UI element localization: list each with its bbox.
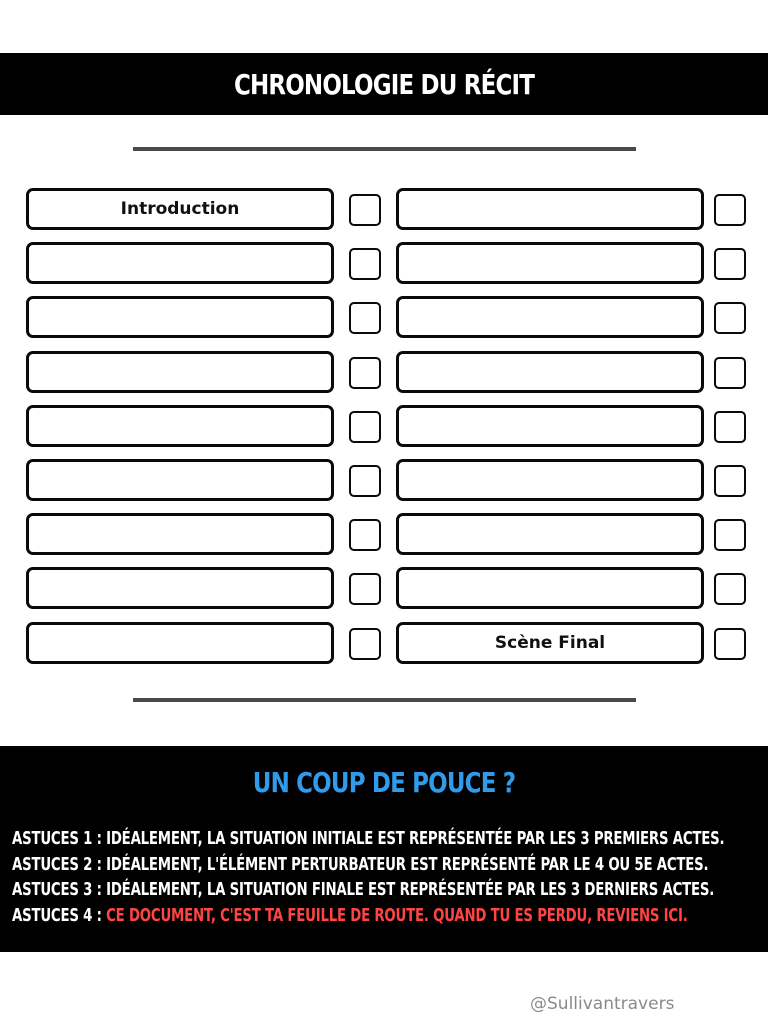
- timeline-row: [396, 188, 756, 242]
- timeline-row: [396, 459, 756, 513]
- step-field[interactable]: [396, 351, 704, 393]
- step-checkbox[interactable]: [714, 411, 746, 443]
- step-checkbox[interactable]: [349, 519, 381, 551]
- step-checkbox[interactable]: [714, 519, 746, 551]
- step-checkbox[interactable]: [714, 302, 746, 334]
- timeline-row: [26, 351, 386, 405]
- tips-title: UN COUP DE POUCE ?: [252, 766, 516, 799]
- tip-4: [12, 903, 688, 929]
- timeline-row: [396, 296, 756, 350]
- timeline-row: [396, 513, 756, 567]
- step-field[interactable]: [396, 567, 704, 609]
- tips-list: [12, 826, 762, 928]
- step-field[interactable]: Scène Final: [396, 622, 704, 664]
- step-checkbox[interactable]: [714, 248, 746, 280]
- header-bar: [0, 53, 768, 115]
- step-field[interactable]: [26, 351, 334, 393]
- step-field[interactable]: [26, 513, 334, 555]
- step-field[interactable]: [396, 188, 704, 230]
- timeline-row: [26, 567, 386, 621]
- step-field[interactable]: [26, 405, 334, 447]
- step-field[interactable]: Introduction: [26, 188, 334, 230]
- timeline-row: [26, 513, 386, 567]
- timeline-row: [396, 405, 756, 459]
- step-checkbox[interactable]: [349, 194, 381, 226]
- step-checkbox[interactable]: [349, 573, 381, 605]
- tip-text: IDÉALEMENT, LA SITUATION INITIALE EST REPRÉSENTÉE PAR LES 3 PREMIERS ACTES.: [106, 828, 725, 849]
- step-checkbox[interactable]: [714, 465, 746, 497]
- bottom-divider: [133, 698, 636, 702]
- step-field[interactable]: [396, 242, 704, 284]
- timeline-row: [26, 242, 386, 296]
- timeline-row: [26, 188, 386, 242]
- timeline-row: [396, 622, 756, 676]
- tip-prefix: ASTUCES 3 :: [12, 879, 107, 900]
- step-field[interactable]: [396, 296, 704, 338]
- timeline-row: [26, 405, 386, 459]
- timeline-row: [26, 622, 386, 676]
- step-field[interactable]: [396, 513, 704, 555]
- timeline-right-column: [396, 188, 756, 676]
- step-checkbox[interactable]: [349, 357, 381, 389]
- timeline-row: [26, 296, 386, 350]
- step-field[interactable]: [26, 296, 334, 338]
- tip-text: IDÉALEMENT, L'ÉLÉMENT PERTURBATEUR EST REPRÉSENTÉ PAR LE 4 OU 5E ACTES.: [106, 853, 709, 875]
- step-checkbox[interactable]: [349, 302, 381, 334]
- step-field[interactable]: [396, 405, 704, 447]
- tip-1: [12, 826, 725, 852]
- tips-panel: [0, 746, 768, 952]
- author-credit: @Sullivantravers: [530, 994, 675, 1014]
- step-checkbox[interactable]: [714, 194, 746, 226]
- timeline-left-column: [26, 188, 386, 676]
- step-field[interactable]: [26, 242, 334, 284]
- tip-2: [12, 852, 709, 878]
- step-field[interactable]: [396, 459, 704, 501]
- tip-prefix: ASTUCES 1 :: [12, 828, 107, 849]
- timeline-row: [26, 459, 386, 513]
- step-checkbox[interactable]: [714, 573, 746, 605]
- tip-text: CE DOCUMENT, C'EST TA FEUILLE DE ROUTE. QUAND TU ES PERDU, REVIENS ICI.: [106, 904, 688, 926]
- step-checkbox[interactable]: [349, 411, 381, 443]
- top-divider: [133, 147, 636, 151]
- step-checkbox[interactable]: [714, 628, 746, 660]
- timeline-row: [396, 351, 756, 405]
- step-checkbox[interactable]: [349, 248, 381, 280]
- step-checkbox[interactable]: [714, 357, 746, 389]
- tip-3: [12, 877, 715, 903]
- timeline-row: [396, 242, 756, 296]
- step-checkbox[interactable]: [349, 465, 381, 497]
- page-title: CHRONOLOGIE DU RÉCIT: [233, 67, 535, 101]
- timeline-row: [396, 567, 756, 621]
- step-field[interactable]: [26, 567, 334, 609]
- tip-prefix: ASTUCES 4 :: [12, 904, 107, 926]
- tip-text: IDÉALEMENT, LA SITUATION FINALE EST REPRÉSENTÉE PAR LES 3 DERNIERS ACTES.: [106, 879, 715, 900]
- step-checkbox[interactable]: [349, 628, 381, 660]
- step-field[interactable]: [26, 622, 334, 664]
- tip-prefix: ASTUCES 2 :: [12, 853, 107, 875]
- step-field[interactable]: [26, 459, 334, 501]
